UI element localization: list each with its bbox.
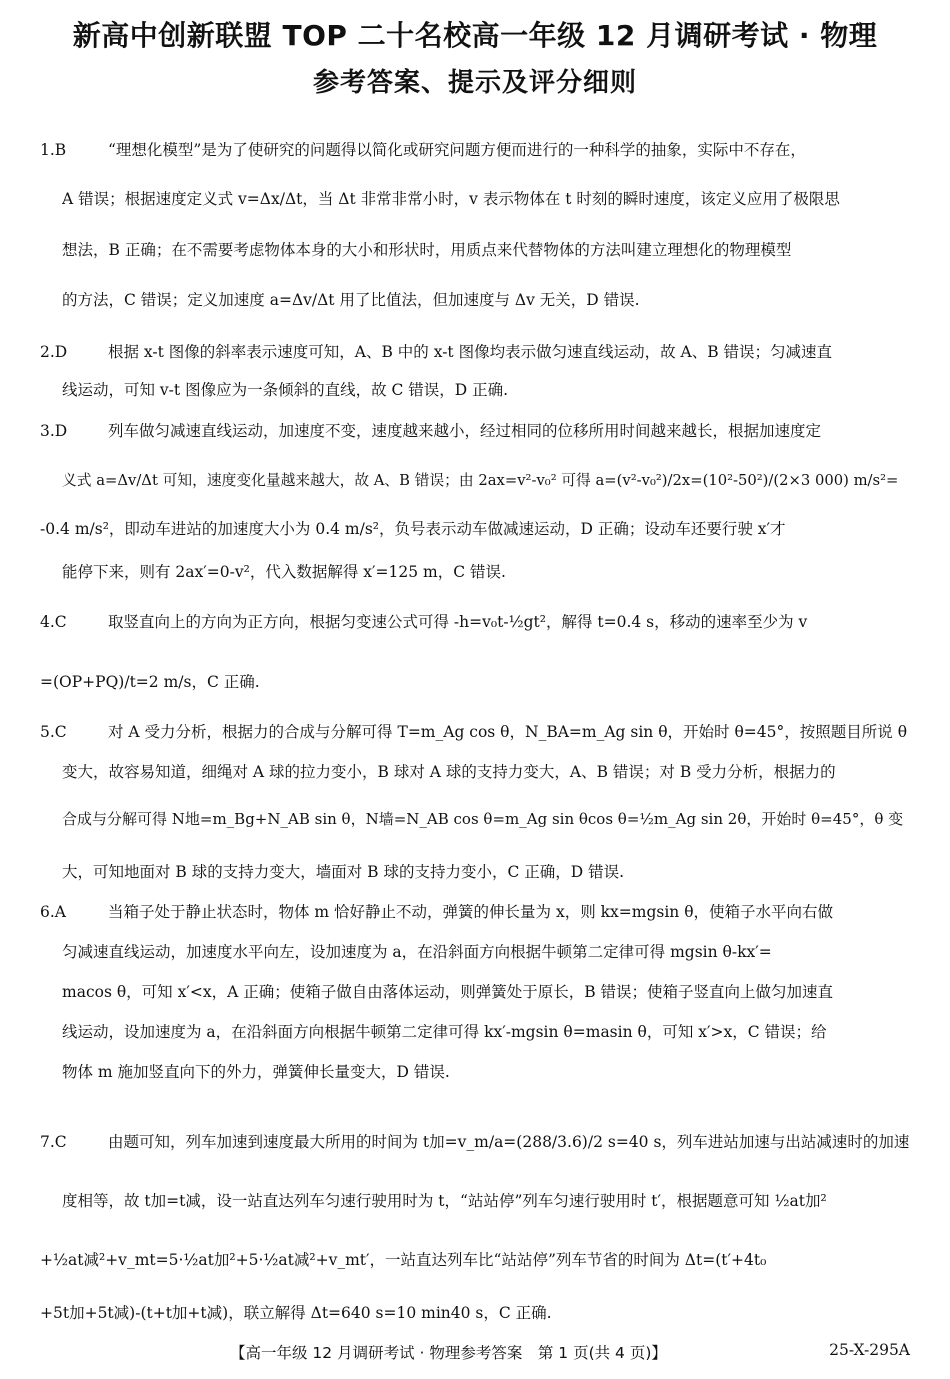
question-number: 7.C (40, 1133, 67, 1151)
answer-line: 合成与分解可得 N地=m_Bg+N_AB sin θ，N墙=N_AB cos θ=m_Ag sin θcos θ=½m_Ag sin 2θ，开始时 θ=45°，θ 变 (62, 810, 904, 828)
answer-line: 义式 a=Δv/Δt 可知，速度变化量越来越大，故 A、B 错误；由 2ax=v²-v₀² 可得 a=(v²-v₀²)/2x=(10²-50²)/(2×3 000) m/s²= (62, 472, 899, 489)
answer-line: 由题可知，列车加速到速度最大所用的时间为 t加=v_m/a=(288/3.6)/2 s=40 s，列车进站加速与出站减速时的加速 (108, 1133, 910, 1151)
answer-line: 当箱子处于静止状态时，物体 m 恰好静止不动，弹簧的伸长量为 x，则 kx=mgsin θ，使箱子水平向右做 (108, 903, 834, 921)
answer-line: 匀减速直线运动，加速度水平向左，设加速度为 a，在沿斜面方向根据牛顿第二定律可得 mgsin θ-kx′= (62, 943, 772, 961)
page-subtitle: 参考答案、提示及评分细则 (312, 68, 637, 98)
answer-line: -0.4 m/s²，即动车进站的加速度大小为 0.4 m/s²，负号表示动车做减速运动，D 正确；设动车还要行驶 x′才 (40, 520, 786, 538)
answer-line: 能停下来，则有 2ax′=0-v²，代入数据解得 x′=125 m，C 错误. (62, 563, 506, 581)
answer-line: 的方法，C 错误；定义加速度 a=Δv/Δt 用了比值法，但加速度与 Δv 无关，D 错误. (62, 291, 640, 309)
answer-line: 度相等，故 t加=t减，设一站直达列车匀速行驶用时为 t，“站站停”列车匀速行驶用时 t′，根据题意可知 ½at加² (62, 1192, 827, 1210)
question-number: 6.A (40, 903, 66, 921)
answer-line: +½at减²+v_mt=5·½at加²+5·½at减²+v_mt′，一站直达列车比“站站停”列车节省的时间为 Δt=(t′+4t₀ (40, 1251, 767, 1269)
answer-line: 对 A 受力分析，根据力的合成与分解可得 T=m_Ag cos θ，N_BA=m_Ag sin θ，开始时 θ=45°，按照题目所说 θ (108, 723, 908, 741)
answer-line: 线运动，可知 v-t 图像应为一条倾斜的直线，故 C 错误，D 正确. (62, 381, 509, 399)
question-number: 5.C (40, 723, 67, 741)
answer-line: 变大，故容易知道，细绳对 A 球的拉力变小，B 球对 A 球的支持力变大，A、B 错误；对 B 受力分析，根据力的 (62, 763, 836, 781)
document-code: 25-X-295A (829, 1341, 910, 1359)
answer-line: 物体 m 施加竖直向下的外力，弹簧伸长量变大，D 错误. (62, 1063, 450, 1081)
answer-line: macos θ，可知 x′<x，A 正确；使箱子做自由落体运动，则弹簧处于原长，B 错误；使箱子竖直向上做匀加速直 (62, 983, 834, 1001)
answer-line: “理想化模型”是为了使研究的问题得以简化或研究问题方便而进行的一种科学的抽象，实际中不存在， (108, 141, 806, 159)
answer-line: 想法，B 正确；在不需要考虑物体本身的大小和形状时，用质点来代替物体的方法叫建立理想化的物理模型 (62, 241, 792, 259)
answer-line: 列车做匀减速直线运动，加速度不变，速度越来越小，经过相同的位移所用时间越来越长，根据加速度定 (108, 422, 822, 440)
page-footer: 【高一年级 12 月调研考试 · 物理参考答案 第 1 页(共 4 页)】 (230, 1344, 667, 1362)
question-number: 2.D (40, 343, 68, 361)
question-number: 4.C (40, 613, 67, 631)
answer-line: A 错误；根据速度定义式 v=Δx/Δt，当 Δt 非常非常小时，v 表示物体在 t 时刻的瞬时速度，该定义应用了极限思 (62, 190, 840, 208)
page-title: 新高中创新联盟 TOP 二十名校高一年级 12 月调研考试 · 物理 (72, 19, 878, 52)
answer-line: +5t加+5t减)-(t+t加+t减)，联立解得 Δt=640 s=10 min40 s，C 正确. (40, 1304, 552, 1322)
answer-line: 线运动，设加速度为 a，在沿斜面方向根据牛顿第二定律可得 kx′-mgsin θ=masin θ，可知 x′>x，C 错误；给 (62, 1023, 827, 1041)
answer-line: 大，可知地面对 B 球的支持力变大，墙面对 B 球的支持力变小，C 正确，D 错误. (62, 863, 625, 881)
question-number: 3.D (40, 422, 68, 440)
answer-line: 取竖直向上的方向为正方向，根据匀变速公式可得 -h=v₀t-½gt²，解得 t=0.4 s，移动的速率至少为 v (108, 613, 808, 631)
question-number: 1.B (40, 141, 67, 159)
answer-line: 根据 x-t 图像的斜率表示速度可知，A、B 中的 x-t 图像均表示做匀速直线运动，故 A、B 错误；匀减速直 (108, 343, 833, 361)
answer-line: =(OP+PQ)/t=2 m/s，C 正确. (40, 673, 260, 691)
